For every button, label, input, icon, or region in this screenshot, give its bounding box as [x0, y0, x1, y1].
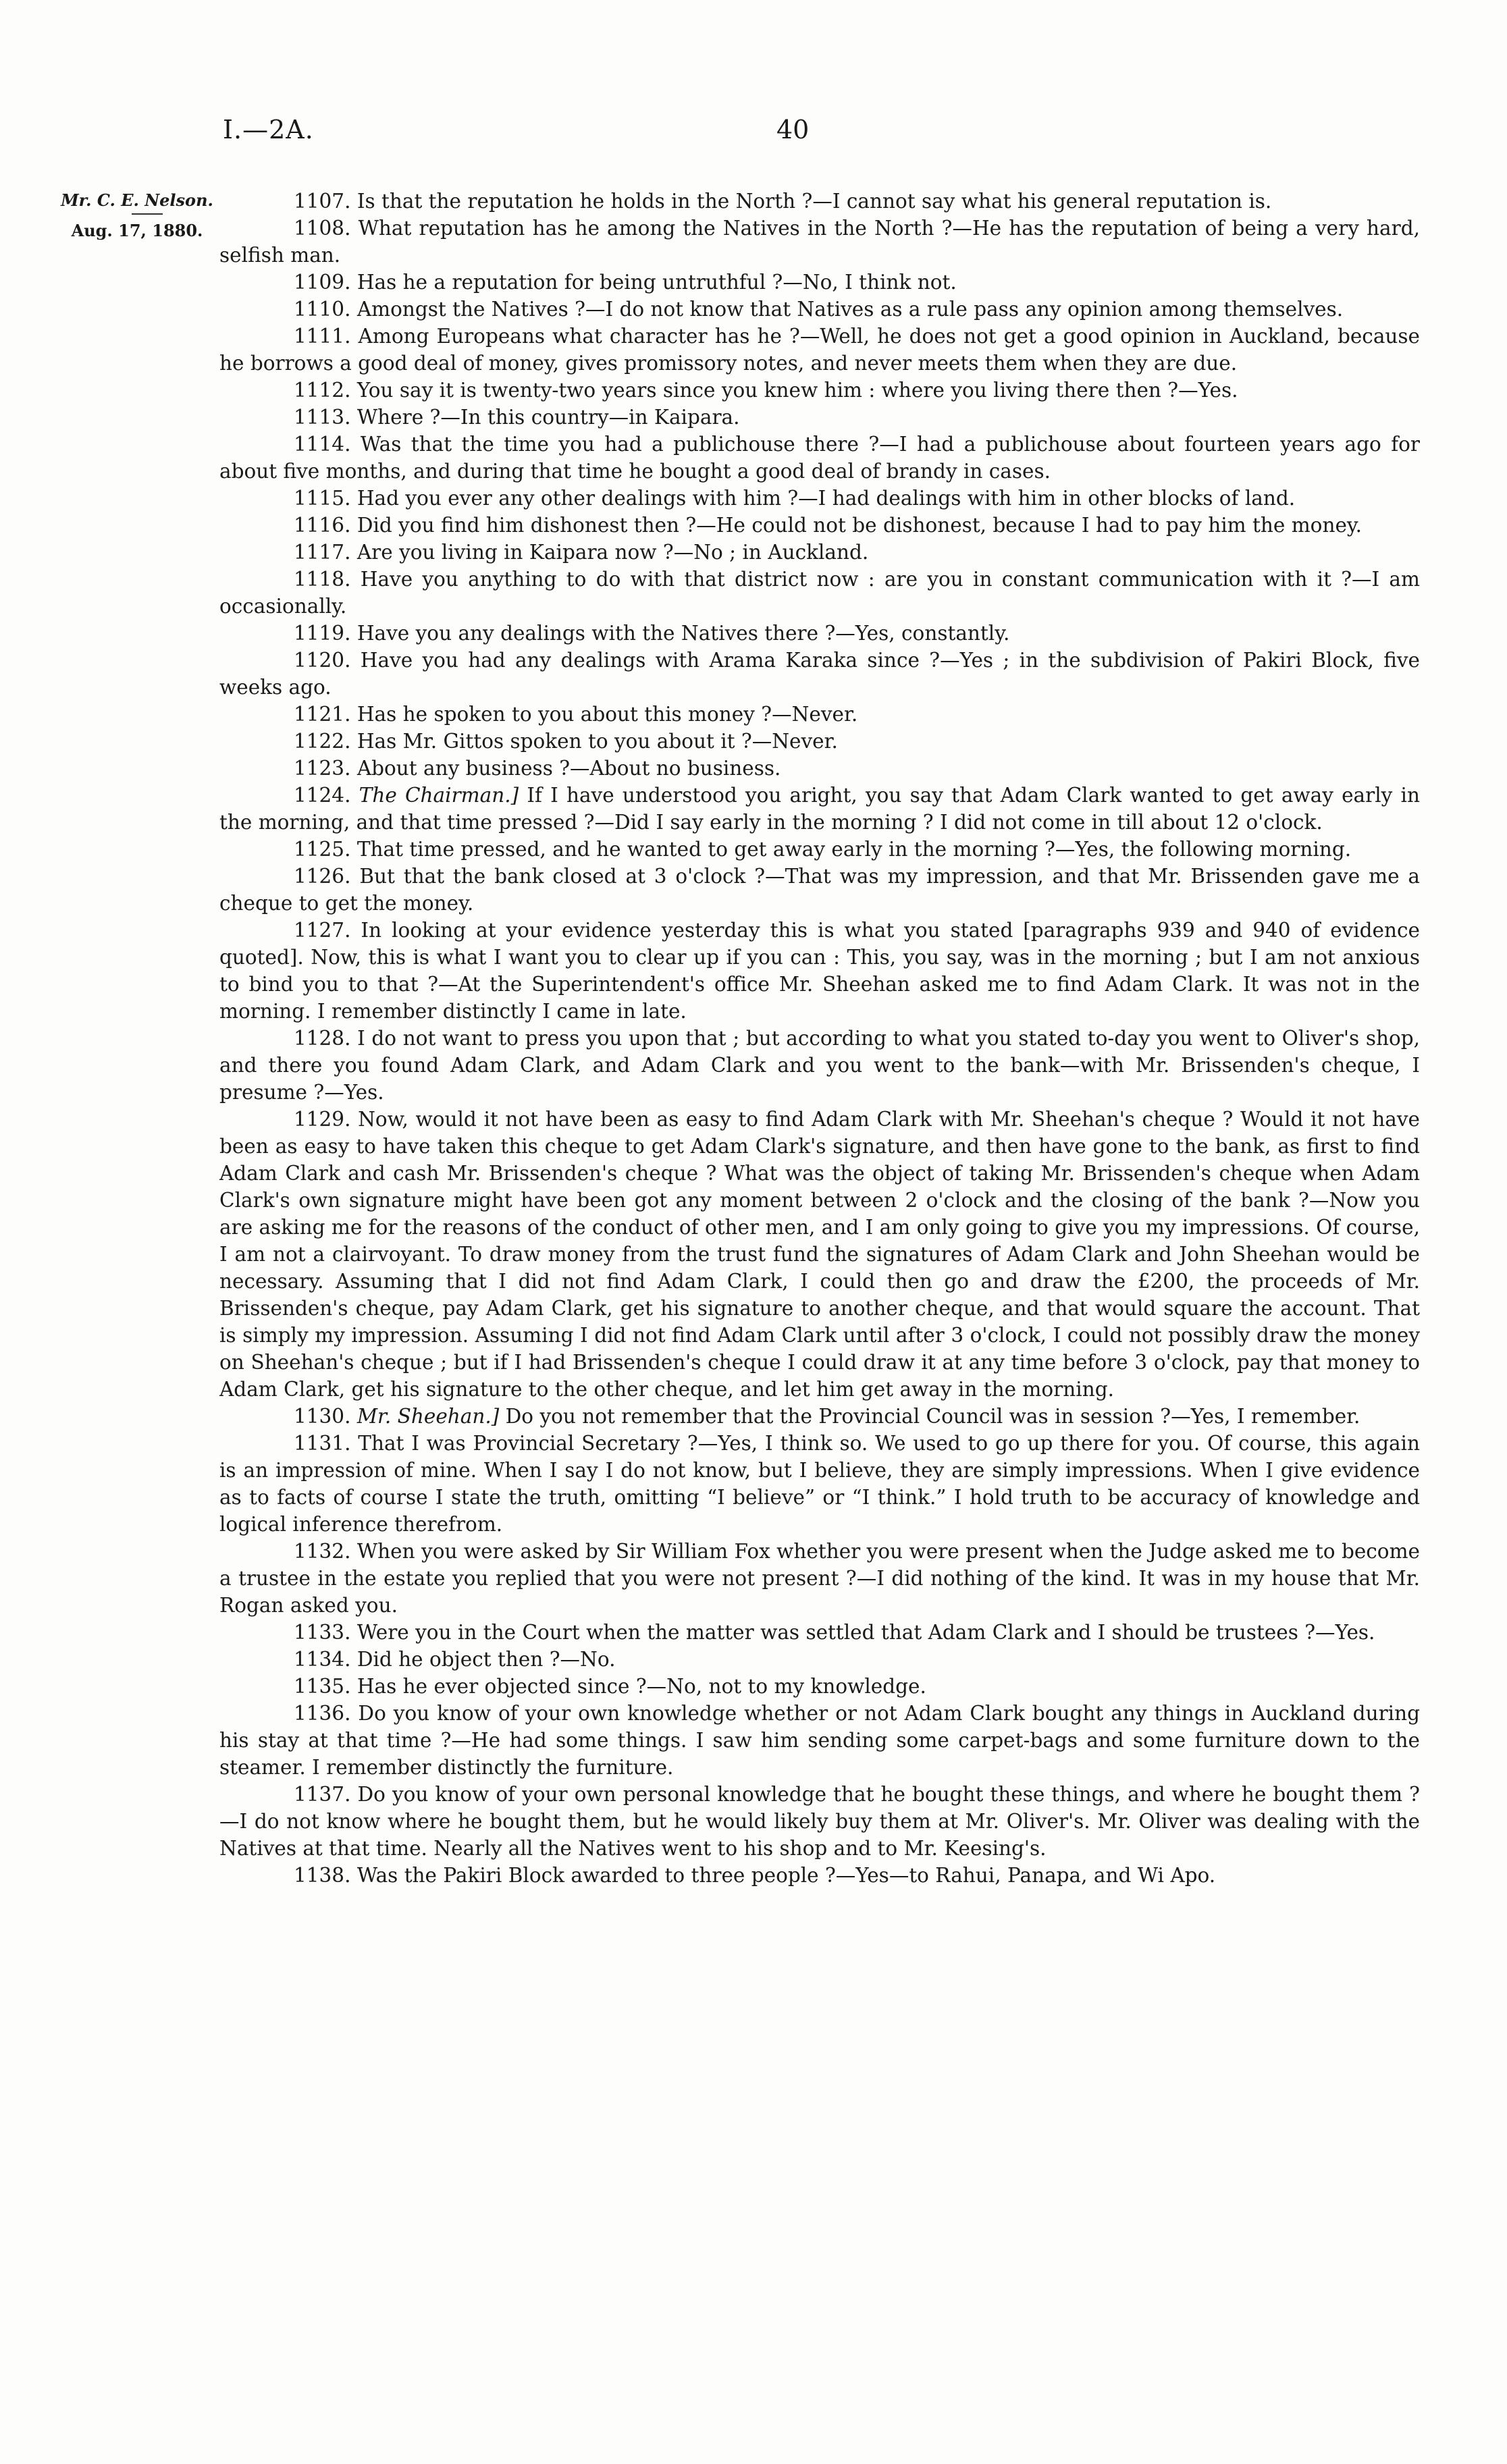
testimony-paragraph — [219, 485, 1420, 512]
paragraph-text: 1117. Are you living in Kaipara now ?—No ; in Auckland. — [294, 541, 869, 564]
question-number: 1124. — [294, 784, 351, 807]
paragraph-text: 1112. You say it is twenty-two years since you knew him : where you living there then ?—Yes. — [294, 379, 1238, 402]
paragraph-text: 1119. Have you any dealings with the Natives there ?—Yes, constantly. — [294, 622, 1010, 645]
paragraph-text: 1110. Amongst the Natives ?—I do not know that Natives as a rule pass any opinion among themselves. — [294, 298, 1344, 321]
testimony-paragraph — [219, 728, 1420, 755]
testimony-paragraph — [219, 1430, 1420, 1538]
testimony-paragraph — [219, 566, 1420, 620]
question-number: 1130. — [294, 1405, 351, 1428]
testimony-paragraph — [219, 836, 1420, 863]
paragraph-text: 1131. That I was Provincial Secretary ?—Yes, I think so. We used to go up there for you. Of course, this again is an impression of mine. When I say I do not know, but I believe, they are simply impressions. When I give evidence as to facts of course I state the truth, omitting “I believe” or “I think.” I hold truth to be accuracy of knowledge and logical inference therefrom. — [219, 1432, 1420, 1536]
paragraph-text: 1135. Has he ever objected since ?—No, not to my knowledge. — [294, 1675, 926, 1698]
paragraph-text: 1113. Where ?—In this country—in Kaipara. — [294, 406, 740, 429]
paragraph-text: 1127. In looking at your evidence yesterday this is what you stated [paragraphs 939 and 940 of evidence quoted]. Now, this is what I want you to clear up if you can : This, you say, was in the morning ; but I am not anxious to bind you to that ?—At the Superintendent's office Mr. Sheehan asked me to find Adam Clark. It was not in the morning. I remember distinctly I came in late. — [219, 919, 1420, 1023]
paragraph-text: 1115. Had you ever any other dealings with him ?—I had dealings with him in other blocks of land. — [294, 487, 1296, 510]
testimony-paragraph — [219, 1700, 1420, 1781]
paragraph-text: 1138. Was the Pakiri Block awarded to three people ?—Yes—to Rahui, Panapa, and Wi Apo. — [294, 1864, 1216, 1887]
speaker-label: Mr. Sheehan.] — [356, 1405, 500, 1428]
testimony-paragraph — [219, 188, 1420, 215]
paragraph-text: Do you not remember that the Provincial Council was in session ?—Yes, I remember. — [505, 1405, 1360, 1428]
testimony-paragraph — [219, 1646, 1420, 1673]
paragraph-text: 1128. I do not want to press you upon that ; but according to what you stated to-day you went to Oliver's shop, and there you found Adam Clark, and Adam Clark and you went to the bank—with Mr. Brissenden's cheque, I presume ?—Yes. — [219, 1027, 1420, 1104]
paragraph-text: 1109. Has he a reputation for being untruthful ?—No, I think not. — [294, 271, 957, 294]
testimony-paragraph — [219, 755, 1420, 782]
testimony-paragraph — [219, 323, 1420, 377]
testimony-paragraph — [219, 1673, 1420, 1700]
testimony-paragraph — [219, 782, 1420, 836]
paragraph-text: If I have understood you aright, you say that Adam Clark wanted to get away early in the morning, and that time pressed ?—Did I say early in the morning ? I did not come in till about 12 o'clock. — [219, 784, 1420, 834]
paragraph-text: 1122. Has Mr. Gittos spoken to you about it ?—Never. — [294, 730, 838, 753]
witness-name: Mr. C. E. Nelson. — [61, 190, 213, 210]
paragraph-text: 1125. That time pressed, and he wanted to get away early in the morning ?—Yes, the following morning. — [294, 838, 1352, 861]
margin-divider — [132, 213, 163, 215]
testimony-paragraph — [219, 1538, 1420, 1619]
testimony-paragraph — [219, 1619, 1420, 1646]
testimony-paragraph — [219, 269, 1420, 296]
paragraph-text: 1114. Was that the time you had a publichouse there ?—I had a publichouse about fourteen years ago for about five months, and during that time he bought a good deal of brandy in cases. — [219, 433, 1420, 483]
testimony-paragraph — [219, 1781, 1420, 1862]
paragraph-text: 1108. What reputation has he among the Natives in the North ?—He has the reputation of being a very hard, selfish man. — [219, 217, 1420, 267]
testimony-paragraph — [219, 431, 1420, 485]
testimony-paragraph — [219, 620, 1420, 647]
testimony-paragraph — [219, 296, 1420, 323]
paragraph-text: 1132. When you were asked by Sir William Fox whether you were present when the Judge asked me to become a trustee in the estate you replied that you were not present ?—I did nothing of the kind. It was in my house that Mr. Rogan asked you. — [219, 1540, 1420, 1617]
hearing-date: Aug. 17, 1880. — [71, 221, 203, 240]
paragraph-text: 1123. About any business ?—About no business. — [294, 757, 781, 780]
testimony-paragraph — [219, 1862, 1420, 1889]
testimony-paragraph — [219, 863, 1420, 917]
paragraph-text: 1134. Did he object then ?—No. — [294, 1648, 616, 1671]
paragraph-text: 1126. But that the bank closed at 3 o'clock ?—That was my impression, and that Mr. Brissenden gave me a cheque to get the money. — [219, 865, 1420, 915]
paragraph-text: 1120. Have you had any dealings with Arama Karaka since ?—Yes ; in the subdivision of Pakiri Block, five weeks ago. — [219, 649, 1420, 699]
testimony-paragraph — [219, 647, 1420, 701]
page-number: 40 — [776, 115, 810, 144]
testimony-paragraph — [219, 1403, 1420, 1430]
testimony-paragraph — [219, 701, 1420, 728]
document-reference: I.—2A. — [223, 115, 314, 144]
testimony-paragraph — [219, 539, 1420, 566]
testimony-paragraph — [219, 512, 1420, 539]
testimony-paragraph — [219, 404, 1420, 431]
paragraph-text: 1136. Do you know of your own knowledge whether or not Adam Clark bought any things in Auckland during his stay at that time ?—He had some things. I saw him sending some carpet-bags and some furniture down to the steamer. I remember distinctly the furniture. — [219, 1702, 1420, 1779]
paragraph-text: 1111. Among Europeans what character has he ?—Well, he does not get a good opinion in Auckland, because he borrows a good deal of money, gives promissory notes, and never meets them when they are due. — [219, 325, 1420, 375]
paragraph-text: 1129. Now, would it not have been as easy to find Adam Clark with Mr. Sheehan's cheque ? Would it not have been as easy to have taken this cheque to get Adam Clark's signature, and then have gone to the bank, as first to find Adam Clark and cash Mr. Brissenden's cheque ? What was the object of taking Mr. Brissenden's cheque when Adam Clark's own signature might have been got any moment between 2 o'clock and the closing of the bank ?—Now you are asking me for the reasons of the conduct of other men, and I am only going to give you my impressions. Of course, I am not a clairvoyant. To draw money from the trust fund the signatures of Adam Clark and John Sheehan would be necessary. Assuming that I did not find Adam Clark, I could then go and draw the £200, the proceeds of Mr. Brissenden's cheque, pay Adam Clark, get his signature to another cheque, and that would square the account. That is simply my impression. Assuming I did not find Adam Clark until after 3 o'clock, I could not possibly draw the money on Sheehan's cheque ; but if I had Brissenden's cheque I could draw it at any time before 3 o'clock, pay that money to Adam Clark, get his signature to the other cheque, and let him get away in the morning. — [219, 1108, 1420, 1401]
testimony-paragraph — [219, 917, 1420, 1025]
paragraph-text: 1121. Has he spoken to you about this money ?—Never. — [294, 703, 858, 726]
paragraph-text: 1137. Do you know of your own personal knowledge that he bought these things, and where he bought them ?—I do not know where he bought them, but he would likely buy them at Mr. Oliver's. Mr. Oliver was dealing with the Natives at that time. Nearly all the Natives went to his shop and to Mr. Keesing's. — [219, 1783, 1420, 1860]
testimony-paragraph — [219, 1106, 1420, 1403]
speaker-label: The Chairman.] — [359, 784, 519, 807]
testimony-paragraph — [219, 215, 1420, 269]
paragraph-text: 1116. Did you find him dishonest then ?—He could not be dishonest, because I had to pay him the money. — [294, 514, 1363, 537]
paragraph-text: 1107. Is that the reputation he holds in the North ?—I cannot say what his general reputation is. — [294, 190, 1272, 213]
testimony-body — [219, 188, 1420, 1889]
paragraph-text: 1118. Have you anything to do with that district now : are you in constant communication with it ?—I am occasionally. — [219, 568, 1420, 618]
paragraph-text: 1133. Were you in the Court when the matter was settled that Adam Clark and I should be trustees ?—Yes. — [294, 1621, 1375, 1644]
testimony-paragraph — [219, 377, 1420, 404]
testimony-paragraph — [219, 1025, 1420, 1106]
